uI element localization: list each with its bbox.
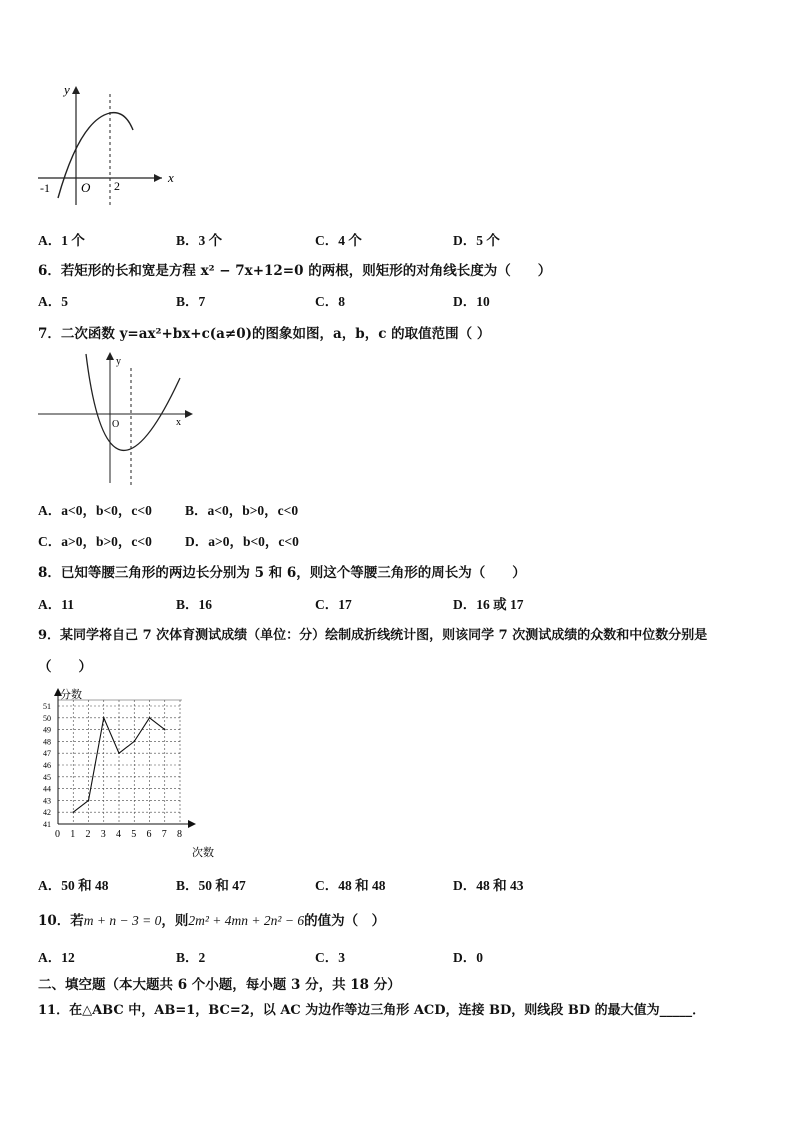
q7-option-b[interactable]: B．a<0，b>0，c<0 bbox=[185, 503, 299, 518]
x-axis-label: x bbox=[176, 417, 181, 428]
y-axis-label: y bbox=[116, 356, 121, 367]
chart-x-tick-label: 7 bbox=[161, 829, 167, 840]
chart-data-point bbox=[103, 717, 105, 719]
q6-option-d[interactable]: D．10 bbox=[453, 294, 490, 309]
q10-stem-mid: ，则 bbox=[161, 913, 189, 929]
chart-x-tick-label: 1 bbox=[70, 829, 76, 840]
q10-stem bbox=[38, 909, 385, 929]
chart-data-point bbox=[164, 729, 166, 731]
chart-y-axis-label: 分数 bbox=[60, 689, 82, 701]
q6-option-a[interactable]: A．5 bbox=[38, 294, 68, 309]
chart-y-tick-label: 45 bbox=[43, 772, 51, 782]
chart-x-tick-label: 8 bbox=[177, 829, 182, 840]
q10-stem-prefix: 10．若 bbox=[38, 913, 84, 929]
x-axis-arrow bbox=[185, 410, 193, 418]
graph-q7-parabola bbox=[30, 348, 200, 488]
chart-x-tick-label: 4 bbox=[116, 829, 121, 840]
chart-data-point bbox=[118, 752, 120, 754]
chart-data-point bbox=[88, 800, 90, 802]
q7-option-a[interactable]: A．a<0，b<0，c<0 bbox=[38, 503, 152, 518]
q9-stem: 9．某同学将自己 7 次体育测试成绩（单位：分）绘制成折线统计图，则该同学 7 次测试成绩的众数和中位数分别是 bbox=[38, 628, 708, 643]
q5-option-a[interactable]: A．1 个 bbox=[38, 233, 85, 248]
parabola-curve bbox=[86, 354, 180, 450]
q7-option-c[interactable]: C．a>0，b>0，c<0 bbox=[38, 534, 152, 549]
q5-option-b[interactable]: B．3 个 bbox=[176, 233, 223, 248]
q9-option-d[interactable]: D．48 和 43 bbox=[453, 878, 524, 893]
q9-option-c[interactable]: C．48 和 48 bbox=[315, 878, 386, 893]
q10-option-b[interactable]: B．2 bbox=[176, 950, 206, 965]
tick-label-2: 2 bbox=[114, 179, 120, 193]
chart-x-tick-label: 0 bbox=[55, 829, 60, 840]
q10-expression: 2m² + 4mn + 2n² − 6 bbox=[188, 913, 305, 928]
tick-label-neg1: -1 bbox=[40, 181, 50, 195]
origin-label: O bbox=[112, 419, 120, 430]
q9-line-chart bbox=[30, 684, 230, 860]
q10-stem-suffix: 的值为（ ） bbox=[304, 913, 386, 929]
chart-x-tick-label: 6 bbox=[146, 829, 152, 840]
q9-option-a[interactable]: A．50 和 48 bbox=[38, 878, 109, 893]
q8-option-a[interactable]: A．11 bbox=[38, 597, 75, 612]
parabola-curve bbox=[58, 113, 133, 198]
chart-x-axis-label: 次数 bbox=[192, 847, 214, 859]
chart-y-tick-label: 48 bbox=[43, 737, 51, 747]
chart-x-tick-label: 3 bbox=[100, 829, 106, 840]
q10-option-c[interactable]: C．3 bbox=[315, 950, 345, 965]
chart-data-point bbox=[133, 741, 135, 743]
q8-option-c[interactable]: C．17 bbox=[315, 597, 352, 612]
chart-y-tick-label: 51 bbox=[43, 702, 51, 711]
q6-option-c[interactable]: C．8 bbox=[315, 294, 345, 309]
q7-option-d[interactable]: D．a>0，b<0，c<0 bbox=[185, 534, 299, 549]
chart-y-tick-label: 43 bbox=[43, 796, 51, 806]
chart-y-tick-label: 44 bbox=[43, 784, 51, 794]
graph-q5-parabola bbox=[30, 80, 190, 210]
q6-option-b[interactable]: B．7 bbox=[176, 294, 206, 309]
y-axis-arrow bbox=[106, 352, 114, 360]
chart-y-tick-label: 49 bbox=[43, 725, 51, 735]
q9-answer-paren: （ ） bbox=[38, 659, 92, 675]
q8-option-d[interactable]: D．16 或 17 bbox=[453, 597, 524, 612]
q5-option-d[interactable]: D．5 个 bbox=[453, 233, 500, 248]
chart-x-tick-label: 5 bbox=[131, 829, 137, 840]
q10-option-a[interactable]: A．12 bbox=[38, 950, 75, 965]
q8-stem: 8．已知等腰三角形的两边长分别为 5 和 6，则这个等腰三角形的周长为（ ） bbox=[38, 565, 526, 581]
chart-x-axis-arrow bbox=[188, 820, 196, 828]
chart-y-tick-label: 50 bbox=[43, 713, 51, 723]
q7-stem: 7．二次函数 y=ax²+bx+c(a≠0)的图象如图，a，b，c 的取值范围（ ） bbox=[38, 326, 491, 342]
q10-option-d[interactable]: D．0 bbox=[453, 950, 483, 965]
x-axis-arrow bbox=[154, 174, 162, 182]
q11-stem: 11．在△ABC 中，AB=1，BC=2，以 AC 为边作等边三角形 ACD，连接 BD，则线段 BD 的最大值为_____． bbox=[38, 1003, 706, 1018]
chart-data-point bbox=[149, 717, 151, 719]
chart-y-tick-label: 46 bbox=[43, 761, 51, 770]
y-axis-label: y bbox=[64, 82, 70, 97]
q5-option-c[interactable]: C．4 个 bbox=[315, 233, 362, 248]
chart-data-point bbox=[72, 811, 74, 813]
x-axis-label: x bbox=[168, 170, 174, 185]
chart-y-tick-label: 41 bbox=[43, 820, 51, 829]
chart-x-tick-label: 2 bbox=[85, 829, 91, 840]
q8-option-b[interactable]: B．16 bbox=[176, 597, 213, 612]
q6-stem: 6．若矩形的长和宽是方程 x² − 7x+12=0 的两根，则矩形的对角线长度为（ ） bbox=[38, 263, 552, 279]
q9-option-b[interactable]: B．50 和 47 bbox=[176, 878, 246, 893]
section-2-heading: 二、填空题（本大题共 6 个小题，每小题 3 分，共 18 分） bbox=[38, 977, 401, 993]
chart-y-tick-label: 47 bbox=[43, 749, 51, 759]
origin-label: O bbox=[81, 180, 91, 195]
chart-y-tick-label: 42 bbox=[43, 808, 51, 818]
y-axis-arrow bbox=[72, 86, 80, 94]
q10-condition: m + n − 3 = 0 bbox=[83, 913, 162, 928]
